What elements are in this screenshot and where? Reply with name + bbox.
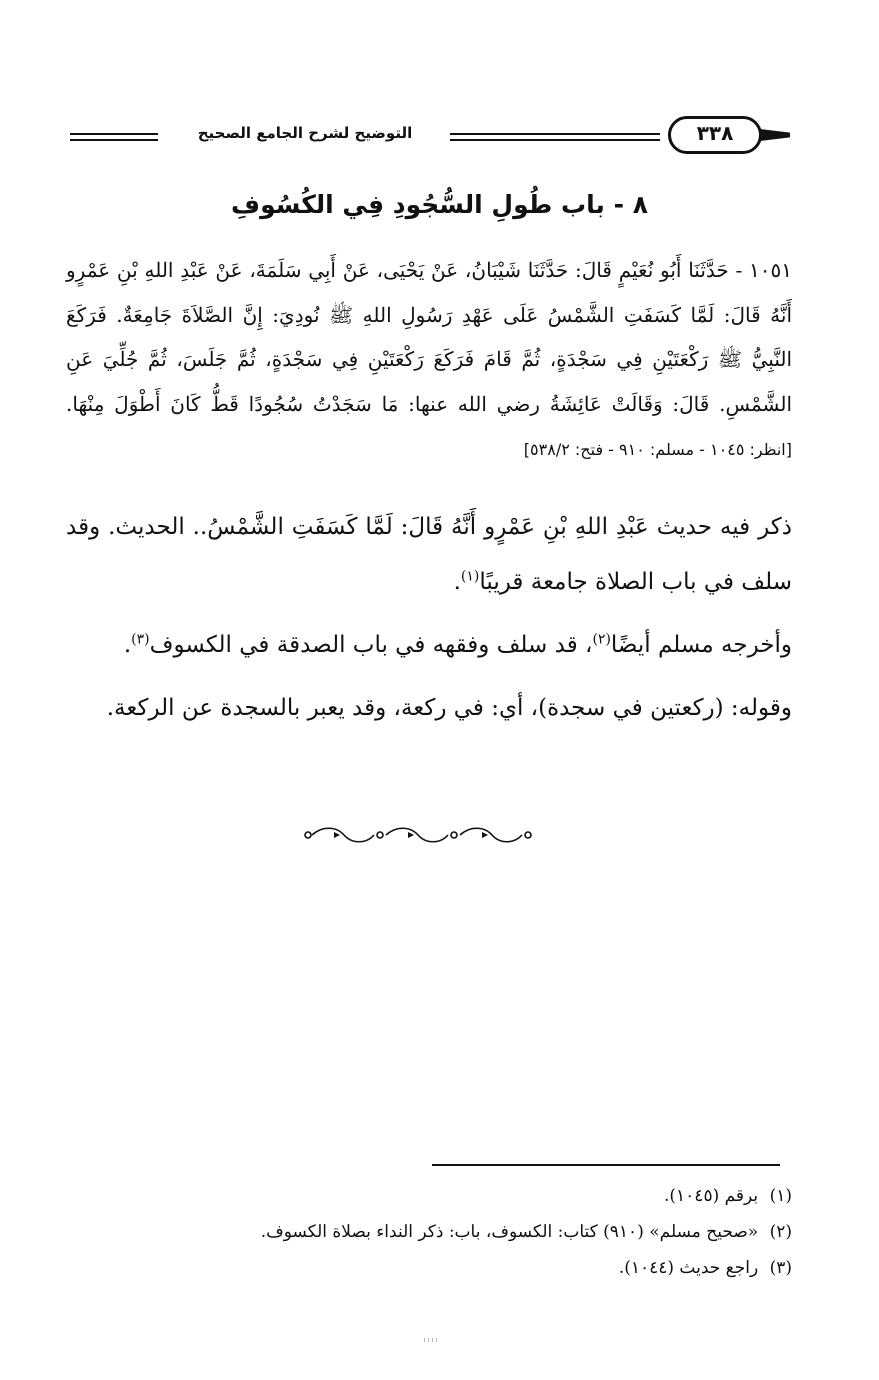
footnote-marker[interactable]: (٣) (131, 631, 150, 648)
footnotes (80, 1178, 792, 1286)
paragraph-text: ذكر فيه حديث عَبْدِ اللهِ بْنِ عَمْرٍو أَنَّهُ قَالَ: لَمَّا كَسَفَتِ الشَّمْسُ.. الحديث. وقد سلف في باب الصلاة جامعة قريبًا (66, 514, 792, 595)
header-rule-left (70, 133, 158, 141)
footnote-marker[interactable]: (١) (460, 568, 480, 585)
footnote-text: «صحيح مسلم» (٩١٠) كتاب: الكسوف، باب: ذكر النداء بصلاة الكسوف. (260, 1222, 759, 1242)
commentary (66, 500, 792, 744)
commentary-paragraph (66, 681, 792, 736)
footnote-text: راجع حديث (١٠٤٤). (618, 1258, 759, 1278)
page-number: ٣٣٨ (696, 121, 734, 145)
footnote-number: (٢) (769, 1222, 792, 1242)
scan-specks (424, 1338, 438, 1342)
footnote-number: (١) (769, 1186, 792, 1206)
paragraph-text: وأخرجه مسلم أيضًا (610, 632, 792, 658)
running-header (60, 112, 792, 162)
footnote-marker[interactable]: (٢) (592, 631, 611, 648)
commentary-paragraph (66, 500, 792, 610)
footnote (80, 1214, 792, 1250)
footnote (80, 1178, 792, 1214)
header-rule-middle (450, 133, 660, 141)
footnote (80, 1250, 792, 1286)
footnote-number: (٣) (769, 1258, 792, 1278)
page-number-badge (668, 112, 780, 156)
paragraph-end: . (123, 632, 132, 658)
hadith-reference: [انظر: ١٠٤٥ - مسلم: ٩١٠ - فتح: ٥٣٨/٢] (523, 440, 792, 459)
chapter-heading: ٨ - باب طُولِ السُّجُودِ فِي الكُسُوفِ (231, 190, 648, 219)
book-title: التوضيح لشرح الجامع الصحيح (197, 124, 413, 142)
footnote-separator (432, 1164, 780, 1166)
hadith-text: ١٠٥١ - حَدَّثَنَا أَبُو نُعَيْمٍ قَالَ: حَدَّثَنَا شَيْبَانُ، عَنْ يَحْيَى، عَنْ أَبِي سَلَمَةَ، عَنْ عَبْدِ اللهِ بْنِ عَمْرٍو أَنَّهُ قَالَ: لَمَّا كَسَفَتِ الشَّمْسُ عَلَى عَهْدِ رَسُولِ اللهِ ﷺ نُودِيَ: إِنَّ الصَّلاَةَ جَامِعَةٌ. فَرَكَعَ النَّبِيُّ ﷺ رَكْعَتَيْنِ فِي سَجْدَةٍ، ثُمَّ قَامَ فَرَكَعَ رَكْعَتَيْنِ فِي سَجْدَةٍ، ثُمَّ جَلَسَ، ثُمَّ جُلِّيَ عَنِ الشَّمْسِ. قَالَ: وَقَالَتْ عَائِشَةُ رضي الله عنها: مَا سَجَدْتُ سُجُودًا قَطُّ كَانَ أَطْوَلَ مِنْهَا. (66, 258, 792, 416)
badge-pointer-ornament (760, 129, 790, 141)
paragraph-end: . (453, 569, 461, 595)
commentary-paragraph (66, 618, 792, 673)
footnote-text: برقم (١٠٤٥). (664, 1186, 759, 1206)
hadith-block (66, 248, 792, 473)
section-end-ornament-icon (300, 822, 540, 848)
paragraph-text: وقوله: (ركعتين في سجدة)، أي: في ركعة، وقد يعبر بالسجدة عن الركعة. (106, 695, 792, 721)
paragraph-text-continued: ، قد سلف وفقهه في باب الصدقة في الكسوف (149, 632, 593, 658)
